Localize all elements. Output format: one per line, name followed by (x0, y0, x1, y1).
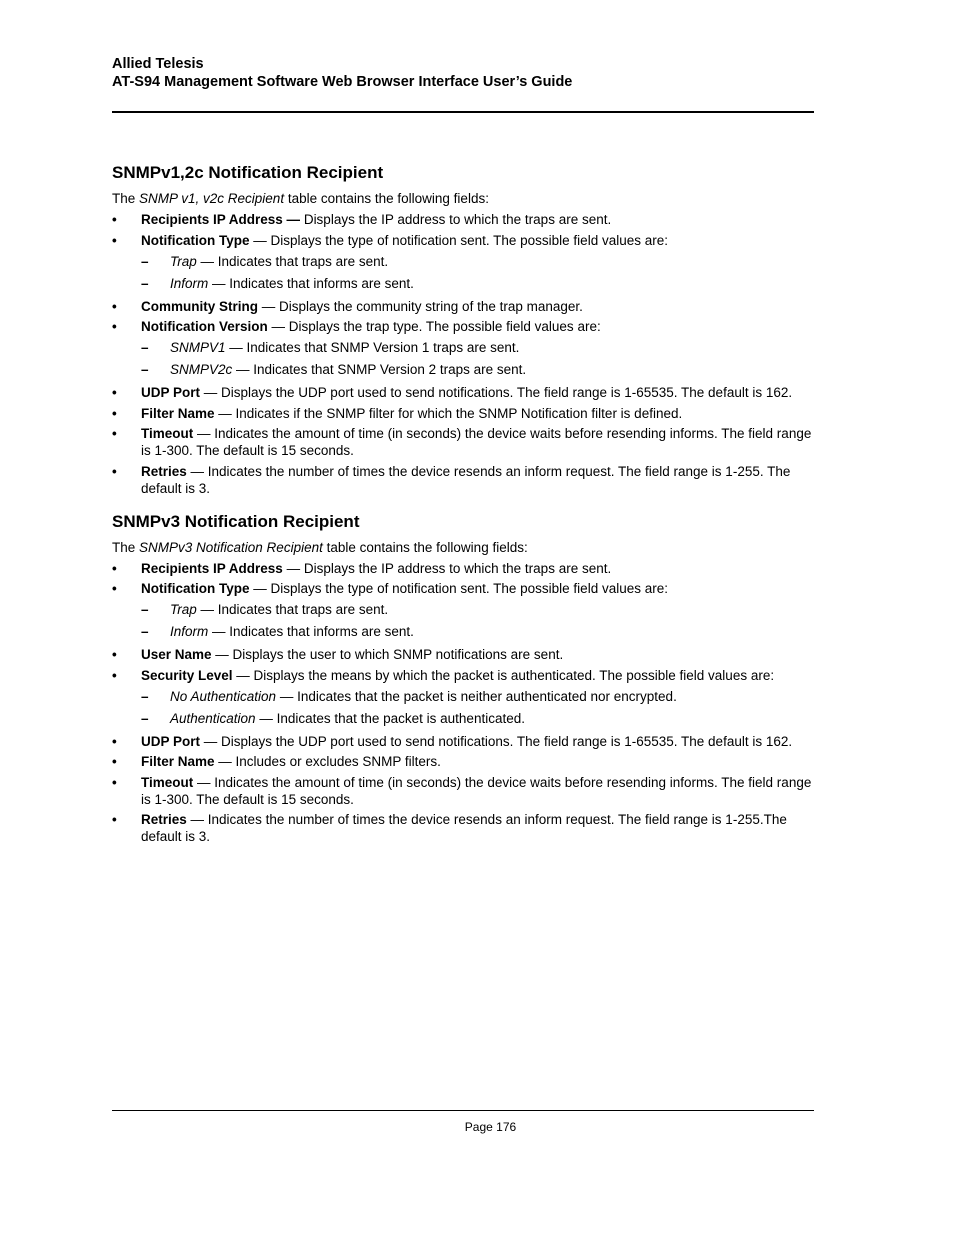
list-item: • Notification Type — Displays the type of notification sent. The possible field values are: – Trap — Indicates that traps are sent. – Inform — Indicates that informs are sent. (112, 232, 817, 292)
sub-item: – Authentication — Indicates that the packet is authenticated. (141, 710, 525, 726)
sub-list (141, 688, 817, 727)
list-item: • Recipients IP Address — Displays the IP address to which the traps are sent. (112, 560, 612, 576)
sub-list (141, 601, 817, 640)
dash-icon: – (141, 275, 149, 291)
sub-item: – Trap — Indicates that traps are sent. (141, 253, 389, 269)
list-item: • Retries — Indicates the number of times the device resends an inform request. The field range is 1-255.The default is 3. (112, 812, 787, 844)
page-content (112, 162, 817, 859)
field-list (112, 211, 817, 497)
list-item: • Retries — Indicates the number of times the device resends an inform request. The field range is 1-255. The default is 3. (112, 463, 791, 496)
bullet-icon: • (112, 560, 117, 576)
list-item: • UDP Port — Displays the UDP port used to send notifications. The field range is 1-65535. The default is 162. (112, 385, 793, 400)
bullet-icon: • (112, 812, 117, 827)
list-item: • User Name — Displays the user to which SNMP notifications are sent. (112, 647, 564, 662)
bullet-icon: • (112, 754, 117, 769)
page-number: Page 176 (464, 1120, 517, 1134)
bullet-icon: • (112, 774, 117, 790)
sub-item: – SNMPV2c — Indicates that SNMP Version 2 traps are sent. (141, 362, 527, 377)
list-item: • Notification Version — Displays the trap type. The possible field values are: – SNMPV1 — Indicates that SNMP Version 1 traps are sent. – SNMPV2c — Indicates that SNMP Version 2 traps are sent. (112, 318, 817, 378)
list-item: • Filter Name — Indicates if the SNMP filter for which the SNMP Notification filter is defined. (112, 405, 683, 421)
list-item: • Recipients IP Address — Displays the IP address to which the traps are sent. (112, 212, 612, 227)
dash-icon: – (141, 710, 149, 726)
sub-item: – Trap — Indicates that traps are sent. (141, 602, 389, 617)
bullet-icon: • (112, 667, 117, 683)
bullet-icon: • (112, 405, 117, 421)
section-title: SNMPv3 Notification Recipient (112, 511, 360, 531)
dash-icon: – (141, 362, 149, 377)
company-name: Allied Telesis (112, 56, 204, 72)
list-item: • Security Level — Displays the means by which the packet is authenticated. The possible field values are: – No Authentication — Indicates that the packet is neither authenticated nor encrypted. – Authentication — Indicates that the packet is authenticated. (112, 667, 817, 727)
sub-list (141, 339, 817, 378)
list-item: • Timeout — Indicates the amount of time (in seconds) the device waits before resending informs. The field range is 1-300. The default is 15 seconds. (112, 426, 812, 458)
sub-item: – No Authentication — Indicates that the packet is neither authenticated nor encrypted. (141, 688, 677, 704)
dash-icon: – (141, 253, 149, 269)
bullet-icon: • (112, 426, 117, 441)
sub-item: – Inform — Indicates that informs are sent. (141, 275, 414, 291)
bullet-icon: • (112, 647, 117, 662)
header-rule (112, 111, 814, 113)
list-item: • UDP Port — Displays the UDP port used to send notifications. The field range is 1-65535. The default is 162. (112, 733, 793, 749)
bullet-icon: • (112, 232, 117, 248)
page-header (112, 55, 814, 91)
list-item: • Filter Name — Includes or excludes SNMP filters. (112, 754, 441, 769)
list-item: • Community String — Displays the community string of the trap manager. (112, 298, 583, 314)
list-item: • Timeout — Indicates the amount of time (in seconds) the device waits before resending informs. The field range is 1-300. The default is 15 seconds. (112, 774, 812, 807)
list-item: • Notification Type — Displays the type of notification sent. The possible field values are: – Trap — Indicates that traps are sent. – Inform — Indicates that informs are sent. (112, 580, 817, 640)
bullet-icon: • (112, 385, 117, 400)
sub-item: – Inform — Indicates that informs are sent. (141, 624, 414, 639)
bullet-icon: • (112, 463, 117, 479)
bullet-icon: • (112, 319, 117, 334)
section-snmpv12c (112, 162, 817, 497)
bullet-icon: • (112, 212, 117, 227)
footer-rule (112, 1110, 814, 1111)
dash-icon: – (141, 688, 149, 704)
dash-icon: – (141, 624, 149, 639)
bullet-icon: • (112, 581, 117, 596)
guide-title: AT-S94 Management Software Web Browser Interface User’s Guide (112, 74, 573, 90)
bullet-icon: • (112, 298, 117, 314)
sub-item: – SNMPV1 — Indicates that SNMP Version 1 traps are sent. (141, 340, 520, 355)
field-list (112, 560, 817, 846)
dash-icon: – (141, 340, 149, 355)
section-intro: The SNMPv3 Notification Recipient table contains the following fields: (112, 539, 528, 555)
section-title: SNMPv1,2c Notification Recipient (112, 163, 384, 182)
dash-icon: – (141, 602, 149, 617)
section-intro: The SNMP v1, v2c Recipient table contains the following fields: (112, 191, 489, 206)
section-snmpv3 (112, 511, 817, 846)
bullet-icon: • (112, 733, 117, 749)
sub-list (141, 253, 817, 292)
